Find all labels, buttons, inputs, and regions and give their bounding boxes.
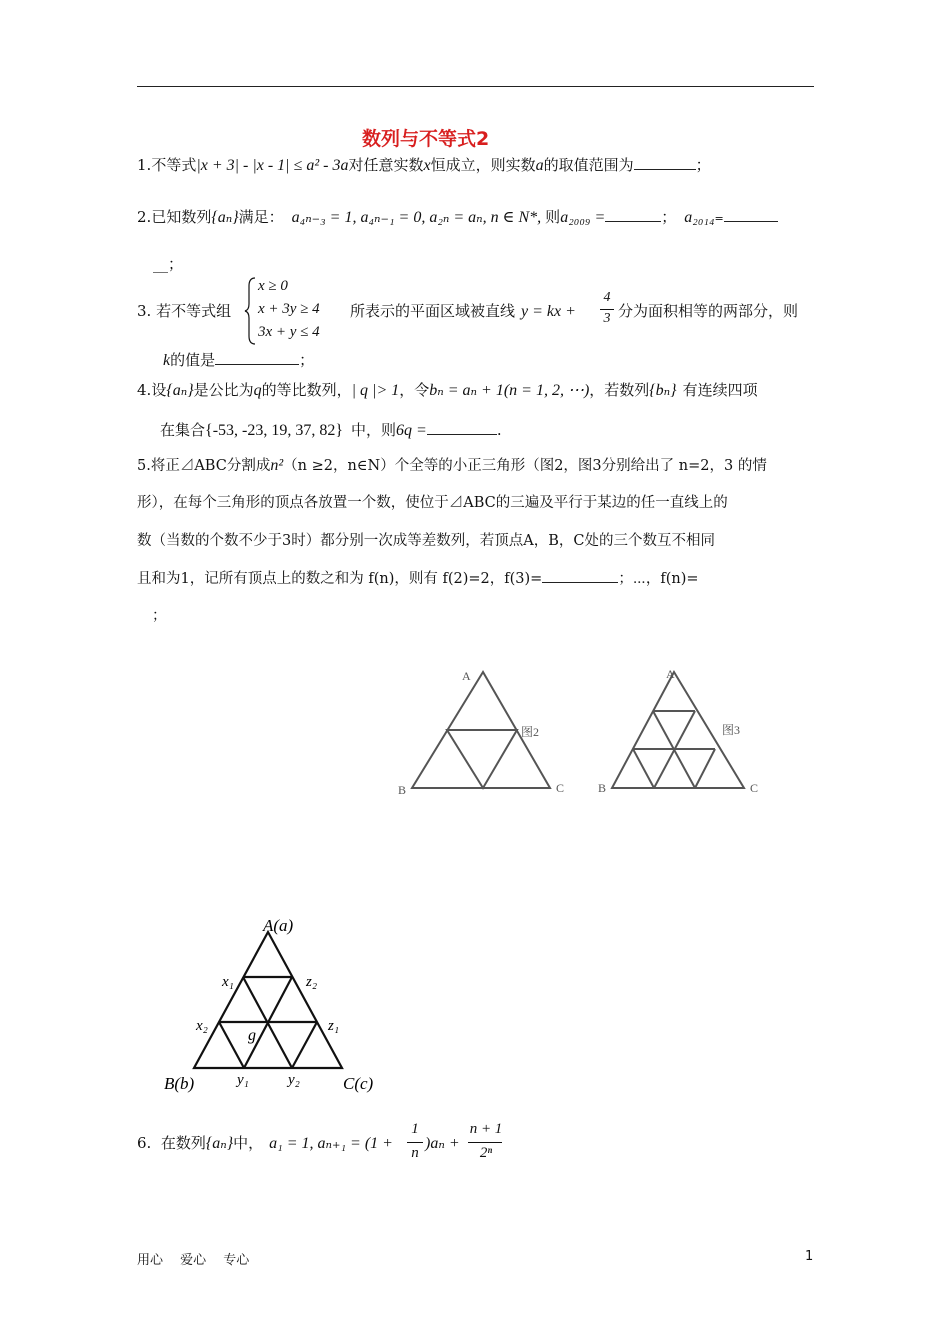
q3-end: ； <box>299 351 315 369</box>
figure-label: 图2 <box>521 725 540 739</box>
vertex-b-label: B(b) <box>164 1074 195 1093</box>
q1-var-a: a <box>535 157 544 174</box>
q2-text: 已知数列 <box>151 208 212 226</box>
q2-text-mid: 满足： <box>238 208 284 226</box>
y2-label: y₂ <box>288 1072 300 1088</box>
q5-text: 5.将正⊿ABC分割成 <box>137 458 271 474</box>
vertex-c-label: C <box>750 781 759 795</box>
q4-q: q <box>253 382 262 399</box>
brace-icon <box>244 276 258 346</box>
fraction-bar <box>468 1142 502 1143</box>
g-label: g <box>248 1027 256 1044</box>
question-number: 2. <box>137 208 152 226</box>
q6-recurrence: a₁ = 1, aₙ₊₁ = (1 + <box>269 1135 393 1152</box>
q5-text-4: 且和为1，记所有顶点上的数之和为 f(n)，则有 f(2)=2，f(3)= <box>137 571 543 587</box>
q4-cond: | q |> 1 <box>351 382 400 399</box>
x2-label: x₂ <box>196 1018 208 1034</box>
figure-3-triangle <box>592 660 782 800</box>
figure-2-triangle <box>390 660 580 800</box>
q1-text: 不等式 <box>151 156 197 174</box>
question-1 <box>137 155 711 176</box>
q1-text-mid: 对任意实数 <box>348 156 424 174</box>
answer-blank[interactable] <box>605 207 661 222</box>
answer-blank[interactable] <box>427 420 497 435</box>
q4-end: . <box>496 421 502 439</box>
q3-system-row-2: x + 3y ≥ 4 <box>258 301 320 317</box>
q3-system-row-1: x ≥ 0 <box>258 278 288 294</box>
vertex-a-label: A(a) <box>263 916 294 935</box>
q2-conditions: a₄ₙ₋₃ = 1, a₄ₙ₋₁ = 0, a₂ₙ = aₙ, n ∈ N*, <box>291 209 542 226</box>
q4-t3: ，令 <box>399 381 430 399</box>
q5-text-4b: ；⋯，f(n)= <box>618 571 699 587</box>
q4-t2: 的等比数列， <box>261 381 352 399</box>
page-title: 数列与不等式2 <box>362 128 490 150</box>
q1-var-x: x <box>423 157 431 174</box>
q5-n-squared: n² <box>270 457 284 474</box>
fraction-bar <box>407 1142 423 1143</box>
q2-wrap-end: __； <box>153 255 184 273</box>
y1-label: y₁ <box>237 1072 249 1088</box>
question-5-line-5: ； <box>152 608 167 624</box>
page-number: 1 <box>805 1249 814 1264</box>
q4-t5: 有连续四项 <box>682 381 758 399</box>
question-number: 3. <box>137 302 152 320</box>
q3-text-post: 分为面积相等的两部分，则 <box>618 302 799 320</box>
question-4 <box>137 380 758 401</box>
q3-frac-num: 4 <box>603 290 611 305</box>
x1-label: x₁ <box>222 974 234 990</box>
vertex-a-label: A <box>666 667 675 681</box>
q2-a2014: a₂₀₁₄ <box>684 209 715 226</box>
q3-k: k <box>163 352 171 369</box>
vertex-c-label: C(c) <box>343 1074 374 1093</box>
q4-t4: ，若数列 <box>589 381 650 399</box>
q4-t1: 是公比为 <box>193 381 254 399</box>
question-5-line-1 <box>137 456 767 476</box>
q3-system-row-3: 3x + y ≤ 4 <box>258 324 320 340</box>
q4-def: bₙ = aₙ + 1(n = 1, 2, ⋯) <box>429 382 590 399</box>
question-3-tail <box>163 350 314 371</box>
q1-text-mid2: 恒成立，则实数 <box>430 156 536 174</box>
q1-inequality: |x + 3| - |x - 1| ≤ a² - 3a <box>196 157 349 174</box>
question-number: 1. <box>137 156 152 174</box>
q2-a2009: a₂₀₀₉ = <box>560 209 606 226</box>
q1-text-post: 的取值范围为 <box>543 156 634 174</box>
question-3-label <box>137 301 231 321</box>
answer-blank[interactable] <box>542 568 618 583</box>
q2-sequence: {aₙ} <box>211 209 239 226</box>
question-2 <box>137 207 778 229</box>
answer-blank[interactable] <box>215 350 299 365</box>
question-6 <box>137 1133 393 1154</box>
vertex-b-label: B <box>598 781 607 795</box>
z1-label: z₁ <box>328 1018 340 1034</box>
q6-frac2-num: n + 1 <box>469 1121 503 1137</box>
vertex-a-label: A <box>462 669 471 683</box>
header-rule <box>137 86 814 87</box>
q5-text-b: （n ≥2，n∈N）个全等的小正三角形（图2，图3分别给出了 n=2，3 的情 <box>283 458 767 474</box>
q3-tail: 的值是 <box>170 351 216 369</box>
question-number: 4. <box>137 381 152 399</box>
vertex-b-label: B <box>398 783 407 797</box>
q6-mid2: )aₙ + <box>425 1135 460 1152</box>
question-number: 6. <box>137 1134 152 1152</box>
q4-l2-mid: 中，则 <box>351 421 397 439</box>
q3-text: 若不等式组 <box>156 302 232 320</box>
question-3-line <box>350 301 576 322</box>
answer-blank[interactable] <box>634 155 696 170</box>
question-5-line-4 <box>137 568 699 589</box>
question-5-line-3: 数（当数的个数不少于3时）都分别一次成等差数列，若顶点A，B，C处的三个数互不相同 <box>137 533 715 549</box>
fraction-bar <box>600 309 614 310</box>
q4-seq-a: {aₙ} <box>166 382 194 399</box>
q3-line-eq: y = kx + <box>521 303 576 320</box>
q6-frac1-den: n <box>411 1145 419 1161</box>
q3-system <box>244 276 258 350</box>
vertex-c-label: C <box>556 781 565 795</box>
q4-text: 设 <box>151 381 167 399</box>
question-4-line-2 <box>160 420 502 441</box>
q4-seq-b: {bₙ} <box>649 382 677 399</box>
q2-then: 则 <box>545 208 561 226</box>
q2-semi: ； <box>661 208 677 226</box>
figure-label: 图3 <box>722 723 741 737</box>
q3-text-mid: 所表示的平面区域被直线 <box>350 302 516 320</box>
figure-4-triangle <box>160 912 390 1097</box>
q1-end: ； <box>695 156 711 174</box>
q6-sequence: {aₙ} <box>205 1135 234 1152</box>
q4-l2-pre: 在集合 <box>160 421 206 439</box>
q2-eq: = <box>714 212 724 225</box>
footer-motto: 用心 爱心 专心 <box>137 1253 250 1268</box>
question-5-line-2: 形），在每个三角形的顶点各放置一个数，使位于⊿ABC的三遍及平行于某边的任一直线上的 <box>137 495 728 511</box>
q6-text-mid: 中， <box>233 1134 264 1152</box>
q4-set: {-53, -23, 19, 37, 82} <box>205 422 344 439</box>
q4-six-q: 6q = <box>396 422 427 439</box>
q6-text: 在数列 <box>160 1134 206 1152</box>
q6-frac1-num: 1 <box>411 1121 419 1137</box>
q3-frac-den: 3 <box>603 311 611 326</box>
q6-frac2-den: 2ⁿ <box>479 1145 493 1161</box>
z2-label: z₂ <box>306 974 318 990</box>
answer-blank[interactable] <box>724 207 778 222</box>
